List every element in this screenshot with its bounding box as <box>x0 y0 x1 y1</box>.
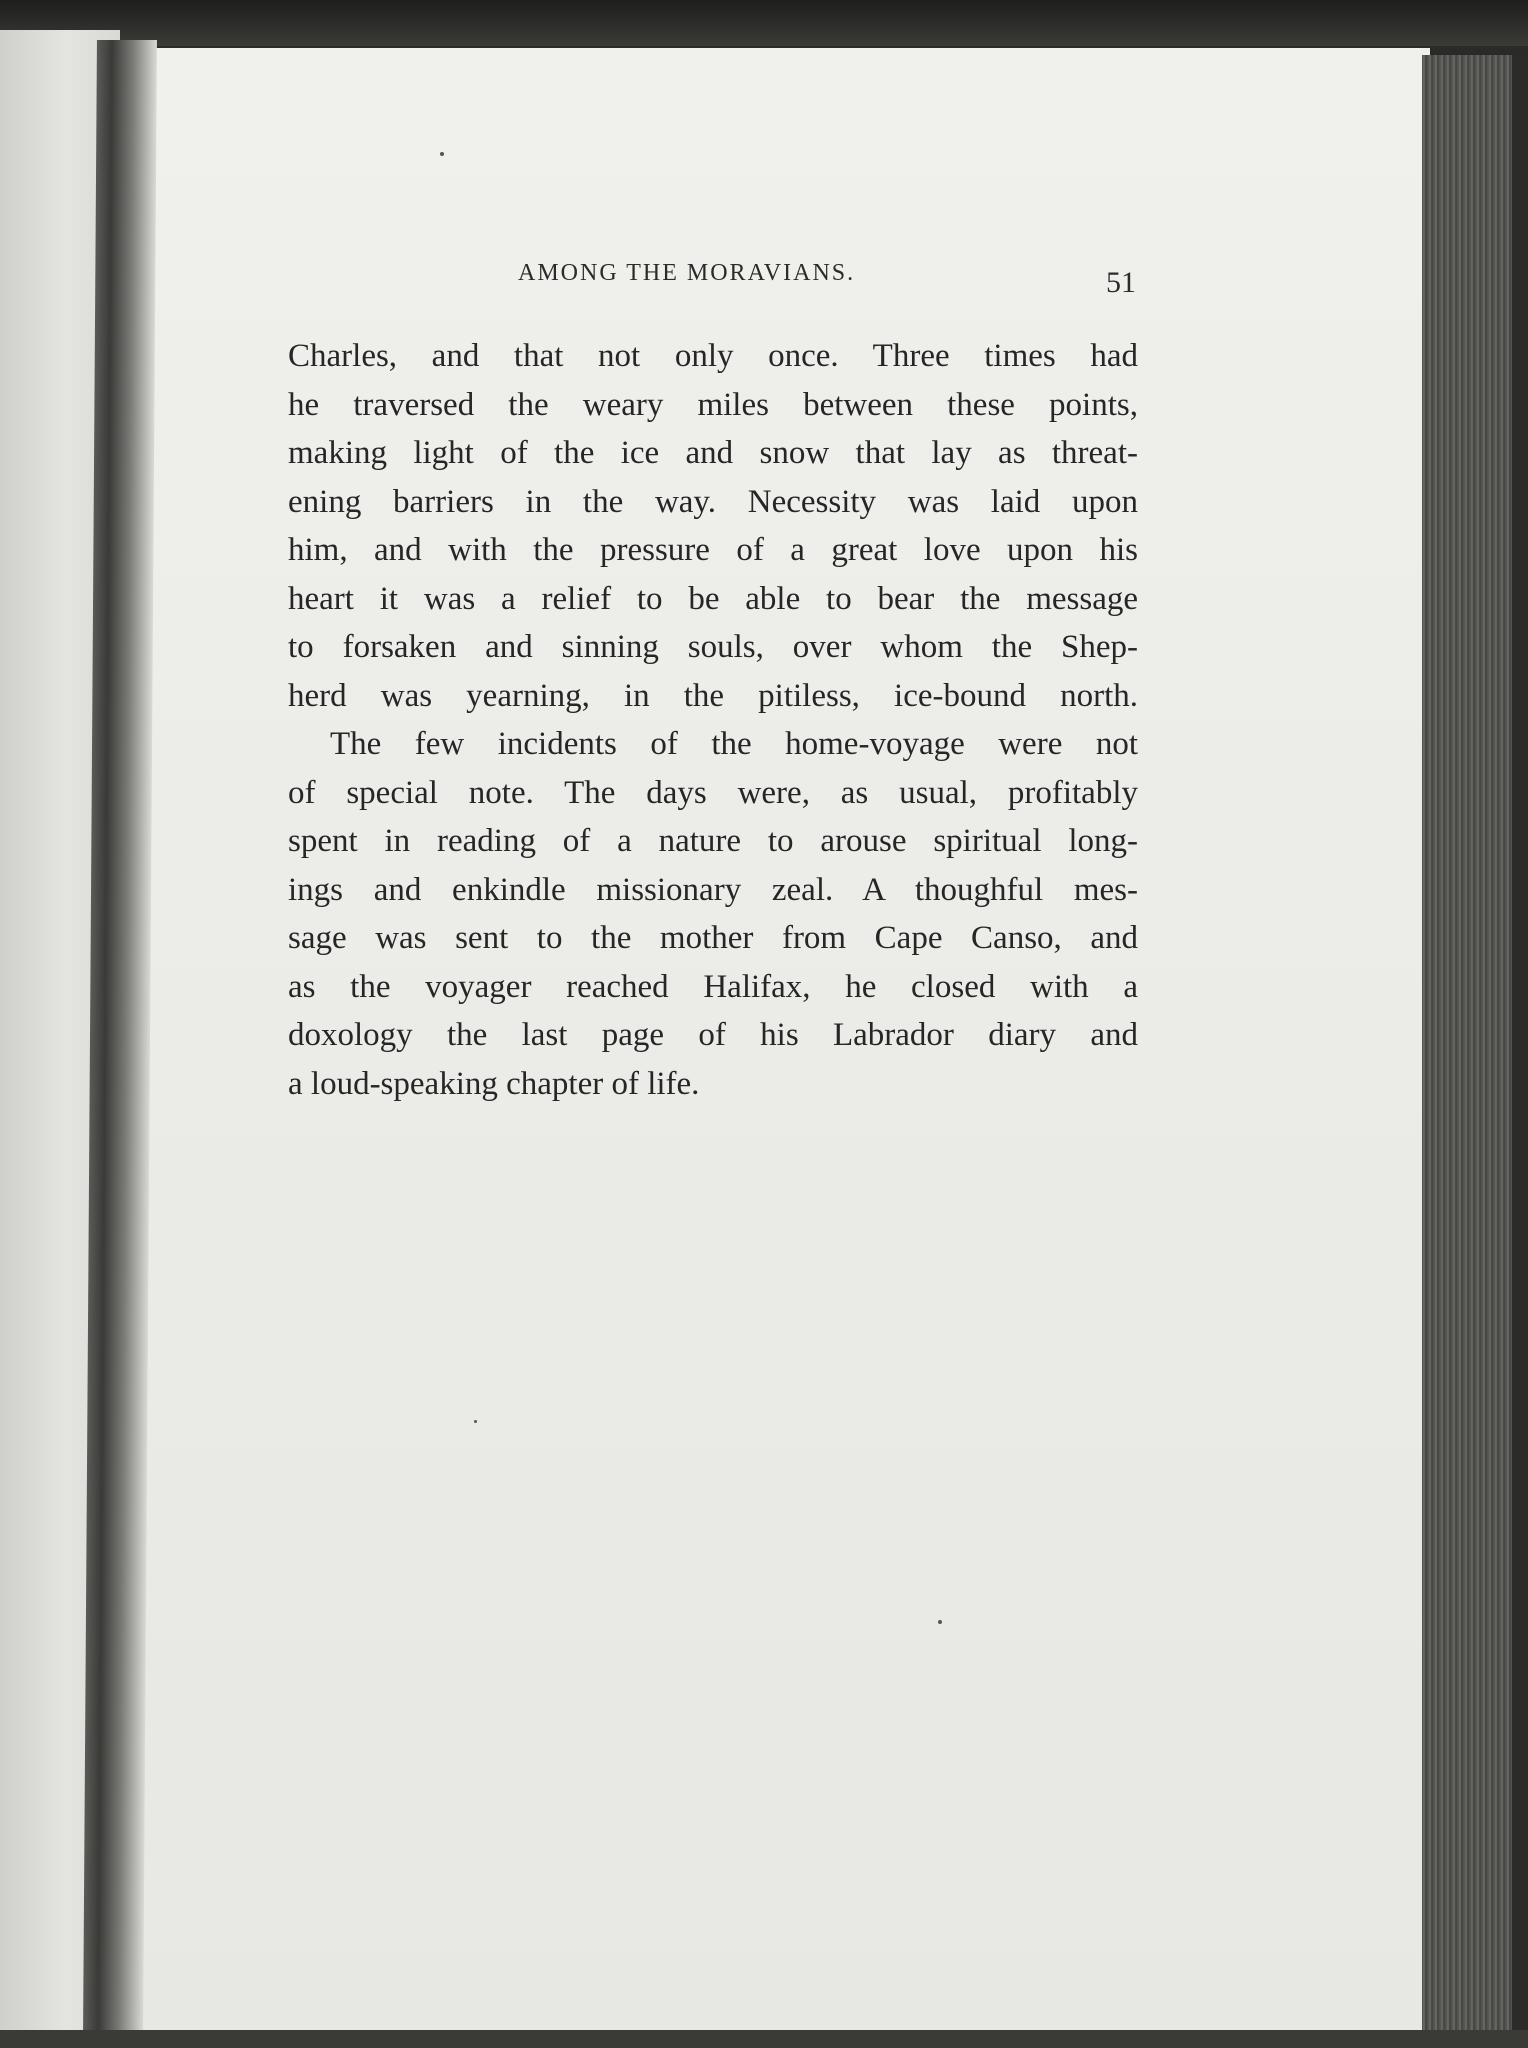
paragraph-2 <box>288 720 1138 1108</box>
scan-border-bottom <box>0 2030 1528 2048</box>
text-line: making light of the ice and snow that lay as threat- <box>288 435 1138 471</box>
paper-speck <box>474 1420 477 1423</box>
text-line: ings and enkindle missionary zeal. A thoughful mes- <box>288 871 1138 908</box>
scan-border-top <box>0 0 1528 46</box>
text-line: Charles, and that not only once. Three times had <box>288 338 1138 374</box>
text-line: of special note. The days were, as usual, profitably <box>288 774 1138 811</box>
text-line: a loud-speaking chapter of life. <box>288 1065 700 1102</box>
text-line: heart it was a relief to be able to bear the message <box>288 580 1138 617</box>
text-line: herd was yearning, in the pitiless, ice-bound north. <box>288 677 1138 714</box>
text-line: doxology the last page of his Labrador diary and <box>288 1017 1138 1053</box>
text-line: ening barriers in the way. Necessity was laid upon <box>288 483 1138 520</box>
text-line: spent in reading of a nature to arouse spiritual long- <box>288 823 1138 859</box>
text-line: he traversed the weary miles between these points, <box>288 386 1138 423</box>
page-edges-stack <box>1422 55 1512 2040</box>
page-number: 51 <box>1106 266 1136 299</box>
text-line: The few incidents of the home-voyage were not <box>330 726 1138 762</box>
body-text <box>288 332 1138 1108</box>
text-line: as the voyager reached Halifax, he closed with a <box>288 968 1138 1005</box>
running-head: AMONG THE MORAVIANS. <box>518 260 856 286</box>
paragraph-1 <box>288 332 1138 720</box>
text-line: sage was sent to the mother from Cape Canso, and <box>288 920 1138 956</box>
paper-speck <box>938 1620 942 1624</box>
paper-speck <box>440 152 444 156</box>
text-line: him, and with the pressure of a great love upon his <box>288 532 1138 568</box>
text-line: to forsaken and sinning souls, over whom the Shep- <box>288 629 1138 665</box>
